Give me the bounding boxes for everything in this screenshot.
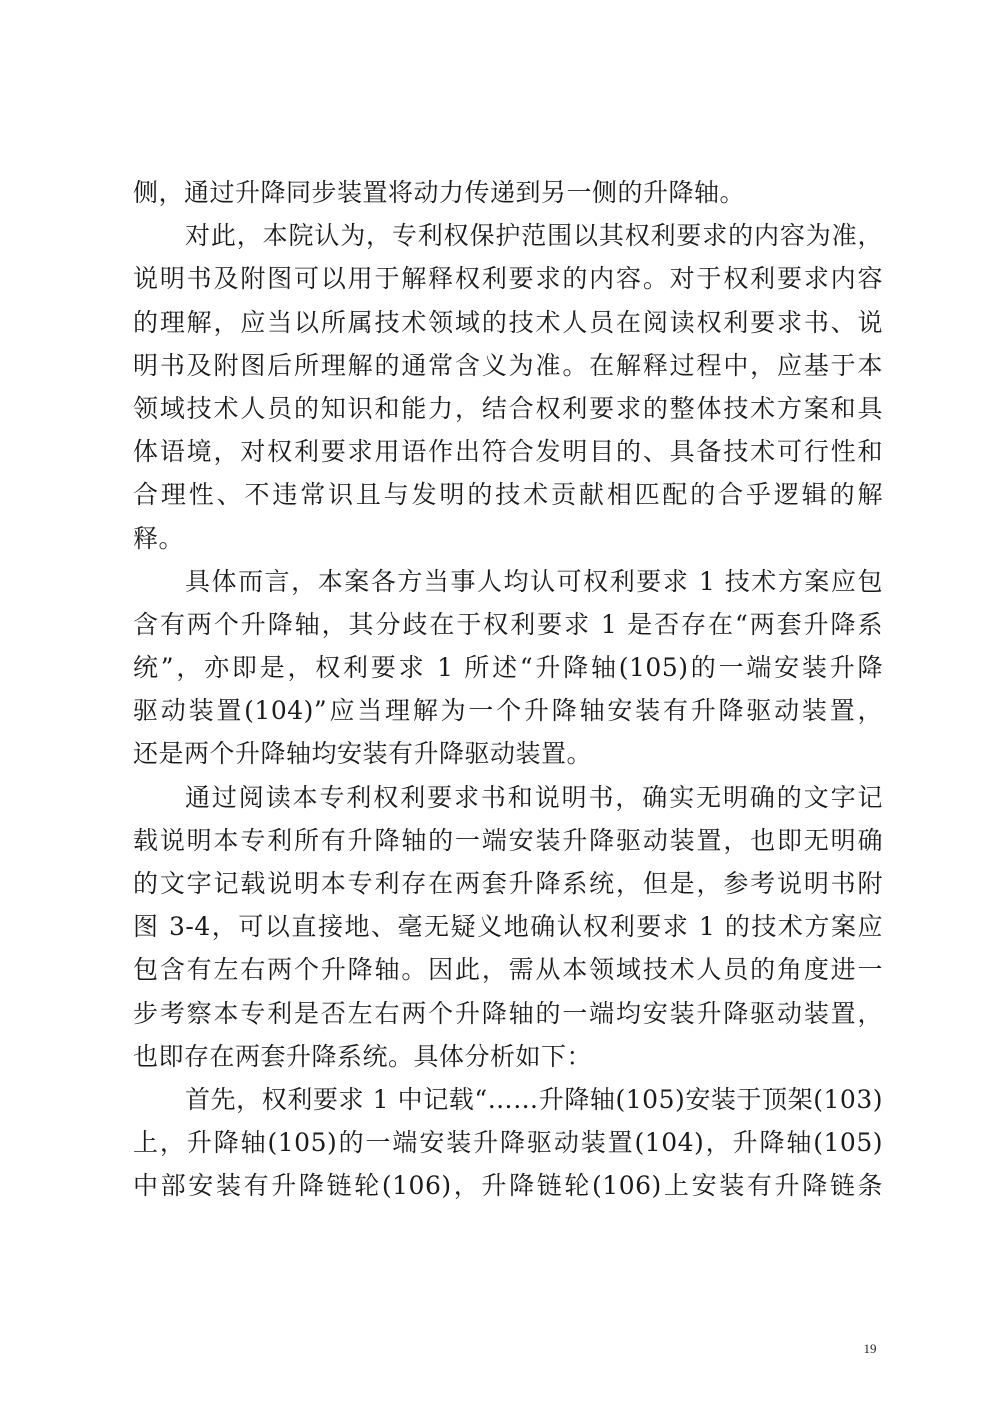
text-line: 通过阅读本专利权利要求书和说明书，确实无明确的文字记 xyxy=(185,782,883,812)
text-line: 包含有左右两个升降轴。因此，需从本领域技术人员的角度进一 xyxy=(133,955,883,985)
paragraph xyxy=(133,560,883,776)
page-number: 19 xyxy=(863,1341,877,1356)
text-line: 体语境，对权利要求用语作出符合发明目的、具备技术可行性和 xyxy=(133,437,883,467)
text-line: 的文字记载说明本专利存在两套升降系统，但是，参考说明书附 xyxy=(133,869,883,898)
text-line: 步考察本专利是否左右两个升降轴的一端均安装升降驱动装置， xyxy=(133,998,883,1028)
text-line: 合理性、不违常识且与发明的技术贡献相匹配的合乎逻辑的解 xyxy=(133,480,883,510)
text-line: 首先，权利要求 1 中记载“……升降轴(105)安装于顶架(103) xyxy=(185,1084,883,1114)
paragraph xyxy=(133,214,883,560)
text-line: 载说明本专利所有升降轴的一端安装升降驱动装置，也即无明确 xyxy=(133,825,883,855)
text-line: 侧，通过升降同步装置将动力传递到另一侧的升降轴。 xyxy=(133,178,746,207)
text-line: 领域技术人员的知识和能力，结合权利要求的整体技术方案和具 xyxy=(133,393,883,423)
text-line: 中部安装有升降链轮(106)，升降链轮(106)上安装有升降链条 xyxy=(133,1171,883,1201)
text-line: 图 3-4，可以直接地、毫无疑义地确认权利要求 1 的技术方案应 xyxy=(133,912,883,942)
text-line: 的理解，应当以所属技术领域的技术人员在阅读权利要求书、说 xyxy=(133,307,883,337)
paragraph xyxy=(133,1078,883,1208)
paragraph xyxy=(133,776,883,1078)
text-line: 说明书及附图可以用于解释权利要求的内容。对于权利要求内容 xyxy=(133,264,883,294)
text-line: 对此，本院认为，专利权保护范围以其权利要求的内容为准， xyxy=(185,221,883,251)
text-line: 也即存在两套升降系统。具体分析如下： xyxy=(133,1041,593,1071)
text-line: 上，升降轴(105)的一端安装升降驱动装置(104)，升降轴(105) xyxy=(133,1128,883,1158)
text-line: 含有两个升降轴，其分歧在于权利要求 1 是否存在“两套升降系 xyxy=(133,609,883,639)
body-text xyxy=(133,171,883,1208)
text-line: 统”，亦即是，权利要求 1 所述“升降轴(105)的一端安装升降 xyxy=(133,653,883,683)
text-line: 具体而言，本案各方当事人均认可权利要求 1 技术方案应包 xyxy=(185,566,883,596)
text-line: 释。 xyxy=(133,523,185,553)
text-line: 明书及附图后所理解的通常含义为准。在解释过程中，应基于本 xyxy=(133,350,883,380)
text-line: 还是两个升降轴均安装有升降驱动装置。 xyxy=(133,739,593,769)
text-line: 驱动装置(104)”应当理解为一个升降轴安装有升降驱动装置， xyxy=(133,696,883,726)
paragraph xyxy=(133,171,883,214)
